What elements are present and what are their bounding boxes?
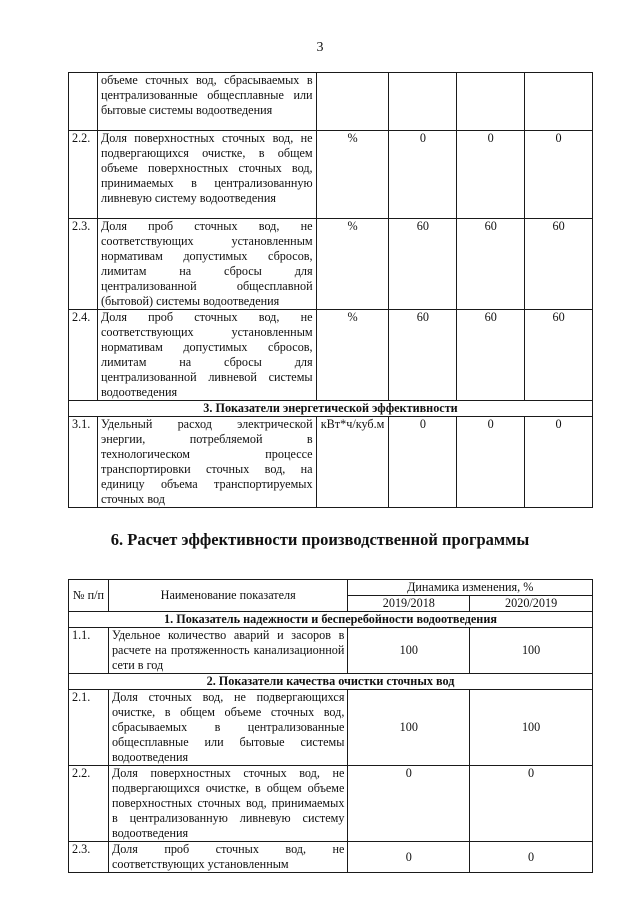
table-row [69, 766, 593, 842]
row-number: 2.3. [69, 219, 98, 310]
value-cell: 60 [525, 219, 593, 310]
value-cell: 0 [457, 417, 525, 508]
indicator-name: объеме сточных вод, сбрасываемых в централизованные общесплавные или бытовые системы водоотведения [97, 73, 316, 131]
header-dynamics: Динамика изменения, % [348, 580, 593, 596]
value-cell: 0 [389, 131, 457, 219]
indicator-name: Удельный расход электрической энергии, потребляемой в технологическом процессе транспортировки сточных вод, на единицу объема транспортируемых сточных вод [97, 417, 316, 508]
table-row [69, 628, 593, 674]
section-header-row [69, 401, 593, 417]
indicator-name: Доля поверхностных сточных вод, не подвергающихся очистке, в общем объеме поверхностных сточных вод, принимаемых в централизованную ливневую систему водоотведения [97, 131, 316, 219]
header-number: № п/п [69, 580, 109, 612]
table-row [69, 310, 593, 401]
value-cell: 0 [348, 842, 470, 873]
unit-cell [316, 73, 389, 131]
value-cell: 100 [470, 690, 593, 766]
efficiency-table [68, 579, 593, 873]
unit-cell: кВт*ч/куб.м [316, 417, 389, 508]
table-row [69, 131, 593, 219]
table-row [69, 73, 593, 131]
row-number: 2.2. [69, 766, 109, 842]
value-cell: 0 [348, 766, 470, 842]
value-cell: 0 [525, 131, 593, 219]
indicator-name: Доля поверхностных сточных вод, не подвергающихся очистке, в общем объеме поверхностных сточных вод, принимаемых в централизованную ливневую систему водоотведения [108, 766, 348, 842]
unit-cell: % [316, 219, 389, 310]
row-number [69, 73, 98, 131]
value-cell: 60 [389, 310, 457, 401]
value-cell: 60 [525, 310, 593, 401]
section-header: 1. Показатель надежности и бесперебойности водоотведения [69, 612, 593, 628]
indicators-table-continued [68, 72, 593, 508]
value-cell: 60 [457, 219, 525, 310]
value-cell: 0 [470, 766, 593, 842]
indicator-name: Доля проб сточных вод, не соответствующих установленным нормативам допустимых сбросов, лимитам на сбросы для централизованной общесплавной (бытовой) системы водоотведения [97, 219, 316, 310]
row-number: 3.1. [69, 417, 98, 508]
row-number: 2.2. [69, 131, 98, 219]
value-cell [457, 73, 525, 131]
header-year-2020: 2020/2019 [470, 596, 593, 612]
value-cell [525, 73, 593, 131]
header-indicator-name: Наименование показателя [108, 580, 348, 612]
section-header-row [69, 674, 593, 690]
value-cell [389, 73, 457, 131]
row-number: 2.4. [69, 310, 98, 401]
indicator-name: Доля сточных вод, не подвергающихся очистке, в общем объеме сточных вод, сбрасываемых в централизованные общесплавные или бытовые системы водоотведения [108, 690, 348, 766]
value-cell: 0 [389, 417, 457, 508]
value-cell: 60 [389, 219, 457, 310]
value-cell: 100 [470, 628, 593, 674]
value-cell: 0 [457, 131, 525, 219]
section-header: 2. Показатели качества очистки сточных вод [69, 674, 593, 690]
value-cell: 100 [348, 628, 470, 674]
unit-cell: % [316, 310, 389, 401]
indicator-name: Удельное количество аварий и засоров в расчете на протяженность канализационной сети в год [108, 628, 348, 674]
section-header: 3. Показатели энергетической эффективности [69, 401, 593, 417]
unit-cell: % [316, 131, 389, 219]
table-header-row [69, 580, 593, 596]
table-row [69, 842, 593, 873]
indicator-name: Доля проб сточных вод, не соответствующих установленным нормативам допустимых сбросов, лимитам на сбросы для централизованной ливневой системы водоотведения [97, 310, 316, 401]
row-number: 2.3. [69, 842, 109, 873]
value-cell: 100 [348, 690, 470, 766]
row-number: 1.1. [69, 628, 109, 674]
value-cell: 0 [525, 417, 593, 508]
row-number: 2.1. [69, 690, 109, 766]
table-row [69, 219, 593, 310]
table-row [69, 417, 593, 508]
value-cell: 0 [470, 842, 593, 873]
table-row [69, 690, 593, 766]
section-header-row [69, 612, 593, 628]
header-year-2019: 2019/2018 [348, 596, 470, 612]
section-title: 6. Расчет эффективности производственной программы [110, 530, 530, 549]
indicator-name: Доля проб сточных вод, не соответствующих установленным [108, 842, 348, 873]
page-number: 3 [316, 40, 324, 55]
value-cell: 60 [457, 310, 525, 401]
